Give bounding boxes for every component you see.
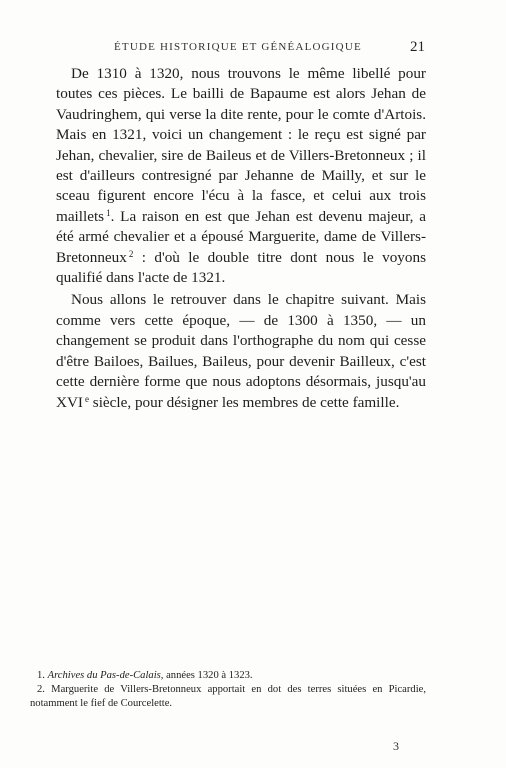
footnote-reference-2: 2: [128, 248, 134, 259]
body-text: [56, 64, 426, 413]
paragraph-2: [56, 290, 426, 412]
paragraph-1: [56, 64, 426, 288]
paragraph-1-part-3: : d'où le double titre dont nous le voyons qualifié dans l'acte de 1321.: [56, 248, 426, 287]
paragraph-2-part-1: Nous allons le retrouver dans le chapitre suivant. Mais comme vers cette époque, — de 1300 à 1350, — un changement se produit dans l'orthographe du nom qui cesse d'être Bailoes, Bailues, Baileus, pour devenir Bailleux, c'est cette dernière forme que nous adoptons désormais, jusqu'au XVI: [56, 291, 426, 411]
century-superscript: e: [85, 393, 89, 404]
footnote-2-text: Marguerite de Villers-Bretonneux apportait en dot des terres situées en Picardie, notamment le fief de Courcelette.: [30, 684, 426, 709]
paragraph-1-part-1: De 1310 à 1320, nous trouvons le même libellé pour toutes ces pièces. Le bailli de Bapaume est alors Jehan de Vaudringhem, qui verse la dite rente, pour le comte d'Artois. Mais en 1321, voici un changement : le reçu est signé par Jehan, chevalier, sire de Baileus et de Villers-Bretonneux ; il est d'ailleurs contresigné par Jehanne de Mailly, et sur le sceau figurent encore l'écu à la fasce, et celui aux trois maillets: [56, 65, 426, 225]
signature-mark: 3: [393, 739, 399, 753]
paragraph-2-part-2: siècle, pour désigner les membres de cette famille.: [89, 393, 400, 411]
footnote-2-number: 2.: [37, 684, 45, 695]
paragraph-1-part-2: . La raison en est que Jehan est devenu majeur, a été armé chevalier et a épousé Marguerite, dame de Villers-Bretonneux: [56, 207, 426, 266]
footnote-2: [30, 683, 426, 711]
running-head: ÉTUDE HISTORIQUE ET GÉNÉALOGIQUE: [114, 41, 362, 53]
footnote-1-title: Archives du Pas-de-Calais,: [47, 670, 164, 681]
footnote-1: [30, 669, 426, 683]
footnote-1-text: années 1320 à 1323.: [163, 670, 253, 681]
footnotes: [30, 669, 426, 711]
footnote-1-number: 1.: [37, 670, 45, 681]
page-number: 21: [410, 39, 425, 55]
footnote-reference-1: 1: [106, 207, 111, 218]
